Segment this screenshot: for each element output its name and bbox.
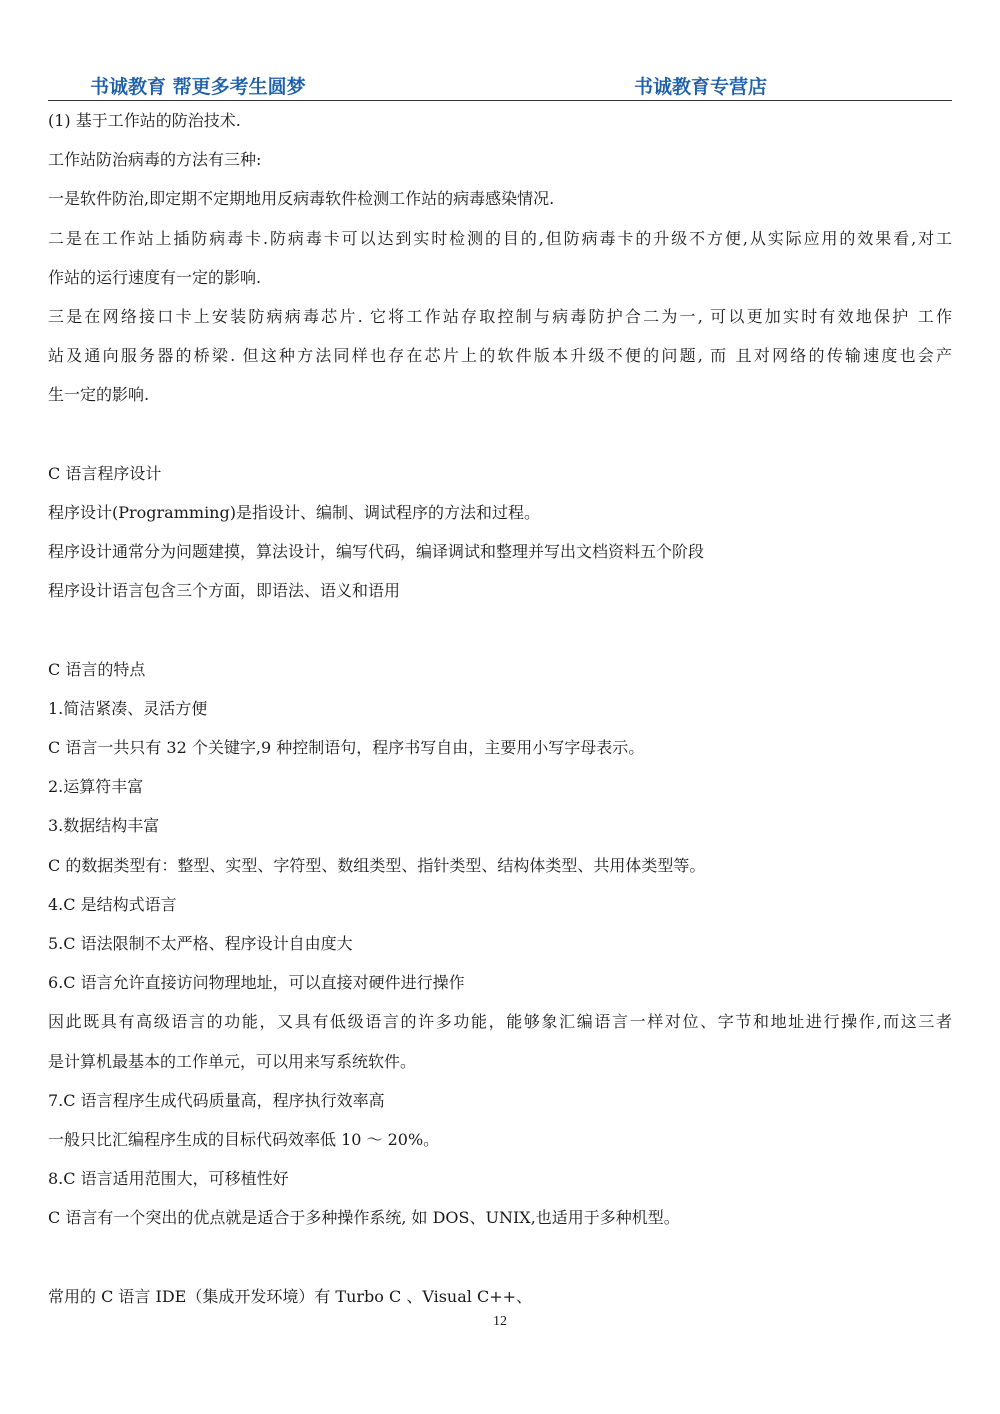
text-line: 三是在网络接口卡上安装防病病毒芯片. 它将工作站存取控制与病毒防护合二为一, 可以更加实时有效地保护 工作 (48, 306, 952, 326)
text-line: 一是软件防治,即定期不定期地用反病毒软件检测工作站的病毒感染情况. (48, 189, 555, 209)
list-item: 4.C 是结构式语言 (48, 894, 177, 914)
page-header (48, 72, 952, 101)
blank-line (48, 415, 952, 454)
list-item: 1.简洁紧凑、灵活方便 (48, 698, 208, 718)
text-line: C 语言有一个突出的优点就是适合于多种操作系统, 如 DOS、UNIX,也适用于多种机型。 (48, 1208, 680, 1228)
text-line: C 语言一共只有 32 个关键字,9 种控制语句，程序书写自由，主要用小写字母表示。 (48, 738, 645, 757)
text-line: 作站的运行速度有一定的影响. (48, 267, 262, 287)
list-item: 5.C 语法限制不太严格、程序设计自由度大 (48, 933, 353, 953)
page-number: 12 (493, 1314, 507, 1329)
header-left-text: 书诚教育 帮更多考生圆梦 (90, 76, 306, 98)
section-heading: C 语言程序设计 (48, 463, 162, 483)
text-line: 一般只比汇编程序生成的目标代码效率低 10 ～ 20%。 (48, 1129, 440, 1149)
list-item: 7.C 语言程序生成代码质量高，程序执行效率高 (48, 1090, 385, 1110)
text-line: 常用的 C 语言 IDE（集成开发环境）有 Turbo C 、Visual C++、 (48, 1286, 533, 1306)
section-heading: C 语言的特点 (48, 659, 146, 679)
list-item: 8.C 语言适用范围大，可移植性好 (48, 1169, 289, 1189)
text-line: C 的数据类型有：整型、实型、字符型、数组类型、指针类型、结构体类型、共用体类型等。 (48, 855, 706, 875)
text-line: 因此既具有高级语言的功能，又具有低级语言的许多功能，能够象汇编语言一样对位、字节和地址进行操作,而这三者 (48, 1012, 952, 1032)
text-line: 站及通向服务器的桥梁. 但这种方法同样也存在芯片上的软件版本升级不便的问题, 而 且对网络的传输速度也会产 (48, 346, 952, 366)
header-right-text: 书诚教育专营店 (634, 76, 768, 98)
list-item: 6.C 语言允许直接访问物理地址，可以直接对硬件进行操作 (48, 973, 465, 993)
text-line: 二是在工作站上插防病毒卡.防病毒卡可以达到实时检测的目的,但防病毒卡的升级不方便,从实际应用的效果看,对工 (48, 228, 952, 248)
document-body (48, 101, 952, 1316)
list-item: 3.数据结构丰富 (48, 816, 160, 836)
blank-line (48, 1237, 952, 1276)
text-line: 生一定的影响. (48, 385, 150, 405)
text-line: 程序设计通常分为问题建摸，算法设计，编写代码，编译调试和整理并写出文档资料五个阶段 (48, 542, 705, 562)
text-line: 程序设计(Programming)是指设计、编制、调试程序的方法和过程。 (48, 502, 540, 522)
blank-line (48, 610, 952, 649)
text-line: 是计算机最基本的工作单元，可以用来写系统软件。 (48, 1051, 417, 1071)
text-line: 工作站防治病毒的方法有三种: (48, 150, 262, 170)
text-line: (1) 基于工作站的防治技术. (48, 111, 241, 130)
list-item: 2.运算符丰富 (48, 777, 144, 797)
text-line: 程序设计语言包含三个方面，即语法、语义和语用 (48, 581, 401, 601)
